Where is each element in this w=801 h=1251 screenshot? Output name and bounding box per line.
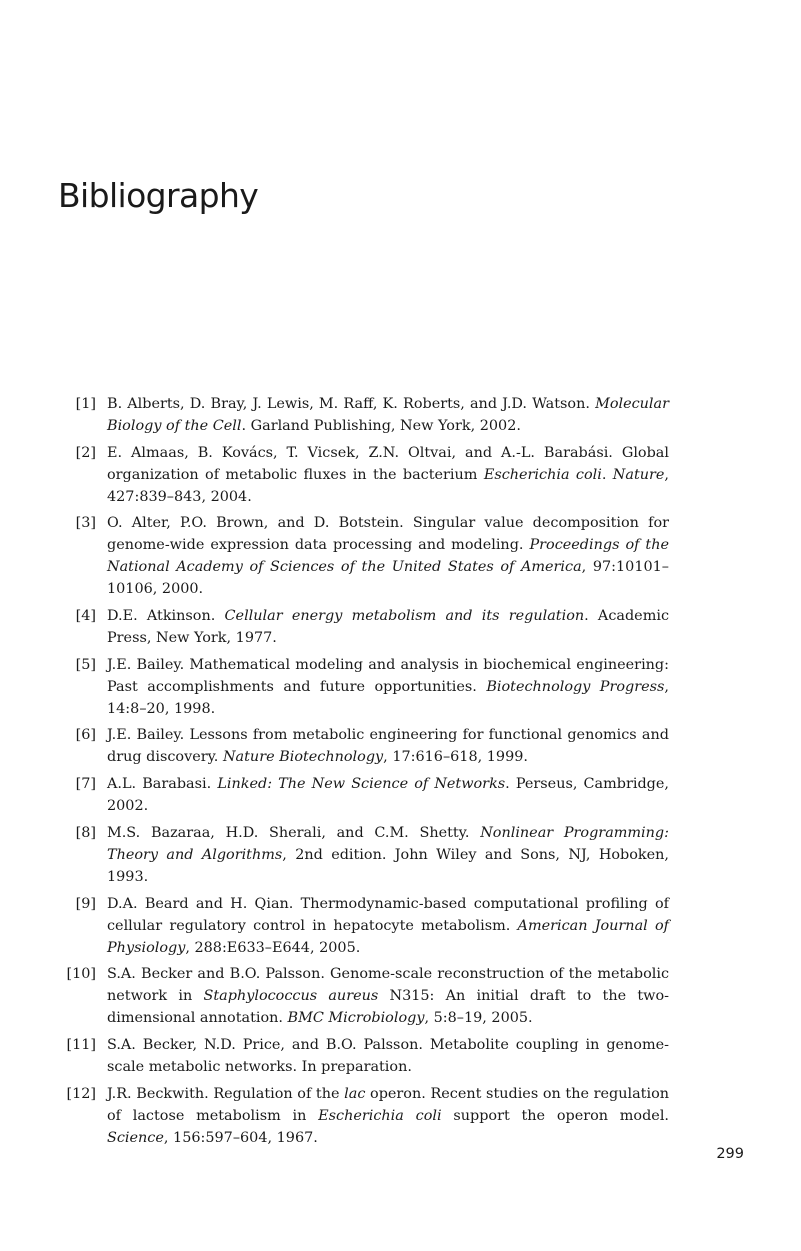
reference-segment: . Academic Press, New York, 1977. — [107, 608, 669, 647]
reference-segment: . — [601, 466, 613, 483]
reference-number: [9] — [75, 895, 96, 912]
reference-segment: J.E. Bailey. Mathematical modeling and analysis in biochemical engineering: Past accomplishments and future opportunities. — [107, 656, 669, 695]
reference-italic-segment: Nature Biotechnology — [222, 749, 384, 766]
reference-text — [107, 963, 669, 1029]
reference-text — [107, 1083, 669, 1149]
reference-text — [107, 893, 669, 959]
reference-segment: , 156:597–604, 1967. — [163, 1129, 318, 1146]
reference-item — [60, 1083, 669, 1149]
reference-segment: O. Alter, P.O. Brown, and D. Botstein. Singular value decomposition for genome-wide expression data processing and modeling. — [107, 515, 669, 554]
reference-text — [107, 1034, 669, 1078]
reference-number: [6] — [75, 727, 96, 744]
reference-segment: D.E. Atkinson. — [107, 608, 225, 625]
reference-number: [11] — [66, 1036, 96, 1053]
reference-italic-segment: lac — [344, 1085, 366, 1102]
reference-item — [60, 393, 669, 437]
reference-item — [60, 893, 669, 959]
reference-number: [8] — [75, 824, 96, 841]
reference-item — [60, 605, 669, 649]
reference-number: [7] — [75, 776, 96, 793]
reference-number: [2] — [75, 444, 96, 461]
reference-italic-segment: Biotechnology Progress — [486, 678, 665, 695]
reference-segment: D.A. Beard and H. Qian. Thermodynamic-based computational profiling of cellular regulatory control in hepatocyte metabolism. — [107, 895, 669, 934]
page-title: Bibliography — [58, 176, 259, 215]
reference-text — [107, 822, 669, 888]
reference-segment: , 427:839–843, 2004. — [107, 466, 669, 505]
reference-segment: , 17:616–618, 1999. — [383, 749, 528, 766]
reference-segment: operon. Recent studies on the regulation of lactose metabolism in — [107, 1085, 670, 1124]
reference-italic-segment: Escherichia coli — [318, 1107, 442, 1124]
reference-segment: M.S. Bazaraa, H.D. Sherali, and C.M. Shetty. — [107, 824, 481, 841]
reference-italic-segment: Science — [107, 1129, 164, 1146]
reference-segment: support the operon model. — [441, 1107, 669, 1124]
reference-segment: S.A. Becker, N.D. Price, and B.O. Palsson. Metabolite coupling in genome-scale metabolic networks. In preparation. — [107, 1036, 669, 1075]
reference-text — [107, 512, 669, 600]
reference-text — [107, 773, 669, 817]
reference-number: [1] — [75, 396, 96, 412]
reference-item — [60, 654, 669, 720]
reference-italic-segment: Staphylococcus aureus — [203, 988, 379, 1005]
reference-text — [107, 724, 669, 768]
reference-number: [3] — [75, 515, 96, 532]
reference-item — [60, 1034, 669, 1078]
reference-segment: A.L. Barabasi. — [107, 776, 218, 793]
reference-segment: , 288:E633–E644, 2005. — [185, 939, 361, 956]
reference-text — [107, 654, 669, 720]
reference-number: [4] — [75, 608, 96, 625]
reference-number: [5] — [75, 656, 96, 673]
reference-italic-segment: American Journal of Physiology — [107, 917, 669, 956]
reference-segment: J.E. Bailey. Lessons from metabolic engineering for functional genomics and drug discovery. — [107, 727, 669, 766]
reference-item — [60, 442, 669, 508]
reference-segment: B. Alberts, D. Bray, J. Lewis, M. Raff, K. Roberts, and J.D. Watson. — [107, 396, 596, 412]
reference-italic-segment: BMC Microbiology — [287, 1010, 425, 1027]
reference-segment: , 2nd edition. John Wiley and Sons, NJ, Hoboken, 1993. — [107, 846, 669, 885]
reference-italic-segment: Escherichia coli — [483, 466, 602, 483]
reference-italic-segment: Proceedings of the National Academy of Sciences of the United States of America — [107, 537, 669, 576]
reference-item — [60, 724, 669, 768]
reference-number: [10] — [66, 966, 96, 983]
reference-segment: S.A. Becker and B.O. Palsson. Genome-scale reconstruction of the metabolic network in — [107, 966, 669, 1005]
reference-item — [60, 963, 669, 1029]
reference-italic-segment: Cellular energy metabolism and its regulation — [224, 608, 585, 625]
reference-italic-segment: Nonlinear Programming: Theory and Algorithms — [107, 824, 669, 863]
reference-segment: E. Almaas, B. Kovács, T. Vicsek, Z.N. Oltvai, and A.-L. Barabási. Global organization of metabolic fluxes in the bacterium — [107, 444, 669, 483]
reference-item — [60, 512, 669, 600]
reference-list — [60, 393, 669, 1153]
reference-segment: . Garland Publishing, New York, 2002. — [241, 418, 521, 434]
reference-number: [12] — [66, 1085, 96, 1102]
reference-italic-segment: Nature — [612, 466, 665, 483]
reference-italic-segment: Linked: The New Science of Networks — [217, 776, 506, 793]
reference-text — [107, 605, 669, 649]
reference-text — [107, 442, 669, 508]
reference-item — [60, 822, 669, 888]
reference-italic-segment: Molecular Biology of the Cell — [107, 396, 669, 434]
reference-item — [60, 773, 669, 817]
reference-segment: N315: An initial draft to the two-dimensional annotation. — [107, 988, 669, 1027]
reference-segment: , 5:8–19, 2005. — [424, 1010, 533, 1027]
reference-segment: , 97:10101–10106, 2000. — [107, 559, 669, 598]
reference-segment: , 14:8–20, 1998. — [107, 678, 669, 717]
reference-text — [107, 393, 669, 437]
reference-segment: J.R. Beckwith. Regulation of the — [107, 1085, 345, 1102]
reference-segment: . Perseus, Cambridge, 2002. — [107, 776, 669, 815]
page-number: 299 — [716, 1146, 744, 1162]
